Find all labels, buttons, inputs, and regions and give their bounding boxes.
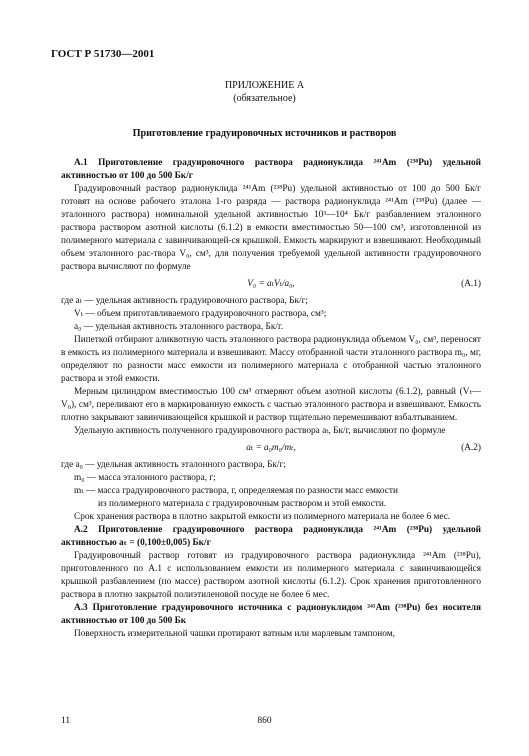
a1-paragraph-2: Пипеткой отбирают аликвотную часть эталонного раствора радионуклида объемом V₀, см³, переносят в емкость из полимерного материала и взвешивают. Массу отобранной части эталонного раствора m₀, мг, определяют по разности масс емкости из полимерного материала с отобранной частью эталонного раствора и этой емкости. (61, 335, 481, 384)
standard-header: ГОСТ Р 51730—2001 (51, 48, 155, 60)
formula-a1-expression: V₀ = aₜVₜ/a₀, (247, 279, 295, 289)
a1-paragraph-4: Удельную активность полученного градуировочного раствора aₜ, Бк/г, вычисляют по формуле (74, 426, 446, 436)
a2-paragraph-1: Градуировочный раствор готовят из градуировочного раствора радионуклида ²⁴¹Am (²³⁸Pu), приготовленного по А.1 с использованием емкости из полимерного материала с завинчивающейся крышкой разбавлением (по массе) раствором азотной кислоты (6.1.2). Срок хранения приготовленного раствора в плотно закрытой полиэтиленовой посуде не более 6 мес. (61, 551, 481, 600)
appendix-subtitle: (обязательное) (233, 93, 296, 104)
a1-paragraph-3: Мерным цилиндром вместимостью 100 см³ отмеряют объем азотной кислоты (6.1.2), равный (Vₜ—V₀), см³, переливают его в маркированную емкость с частью эталонного раствора и взвешивают. Емкость плотно закрывают завинчивающейся крышкой и раствор тщательно перемешивают взбалтыванием. (61, 387, 481, 423)
a3-heading: А.3 Приготовление градуировочного источника с радионуклидом ²⁴¹Am (²³⁸Pu) без носителя активностью от 100 до 500 Бк (61, 603, 481, 626)
formula-a2 (61, 442, 481, 455)
where-a2-item-continued: из полимерного материала с градуировочным раствором и этой емкости. (98, 499, 387, 509)
where-a2-item: mₜ — масса градуировочного раствора, г, определяемая по разности масс емкости (74, 486, 398, 496)
document-body (61, 157, 481, 641)
section-title: Приготовление градуировочных источников и растворов (132, 128, 397, 139)
formula-a2-number: (А.2) (461, 443, 481, 453)
formula-a2-expression: aₜ = a₀m₀/mₜ, (246, 443, 296, 453)
a3-paragraph-1: Поверхность измерительной чашки протирают ватным или марлевым тампоном, (74, 629, 395, 639)
where-a1-item: где aₜ — удельная активность градуировочного раствора, Бк/г; (61, 296, 308, 306)
where-list-a2 (61, 459, 481, 511)
footer-left-number: 11 (61, 716, 71, 726)
page-number: 860 (257, 716, 272, 726)
a1-paragraph-5: Срок хранения раствора в плотно закрытой емкости из полимерного материала не более 6 мес. (74, 512, 451, 522)
a1-heading: А.1 Приготовление градуировочного раствора радионуклида ²⁴¹Am (²³⁸Pu) удельной активностью от 100 до 500 Бк/г (61, 158, 481, 181)
where-a1-item: a₀ — удельная активность эталонного раствора, Бк/г. (74, 322, 284, 332)
where-a2-item: где a₀ — удельная активность эталонного раствора, Бк/г; (61, 460, 286, 470)
where-a2-item: m₀ — масса эталонного раствора, г; (74, 473, 216, 483)
formula-a1-number: (А.1) (461, 279, 481, 289)
formula-a1 (61, 278, 481, 291)
appendix-title: ПРИЛОЖЕНИЕ А (224, 80, 305, 91)
a2-heading: А.2 Приготовление градуировочного раствора радионуклида ²⁴¹Am (²³⁸Pu) удельной активностью aₜ = (0,100±0,005) Бк/г (61, 525, 481, 548)
where-list-a1 (61, 295, 481, 334)
a1-paragraph-1: Градуировочный раствор радионуклида ²⁴¹Am (²³⁸Pu) удельной активностью от 100 до 500 Бк/г готовят на основе рабочего эталона 1-го разряда — раствора радионуклида ²⁴¹Am (²³⁸Pu) (далее — эталонного раствора) номинальной удельной активностью 10³—10⁴ Бк/г разбавлением эталонного раствора раствором азотной кислоты (6.1.2) в емкости вместимостью 50—100 см³, изготовленной из полимерного материала с завинчивающей-ся крышкой. Емкость маркируют и взвешивают. Необходимый объем эталонного рас-твора V₀, см³, для получения требуемой удельной активности градуировочного раствора вычисляют по формуле (61, 184, 481, 272)
where-a1-item: Vₜ — объем приготавливаемого градуировочного раствора, см³; (74, 309, 327, 319)
